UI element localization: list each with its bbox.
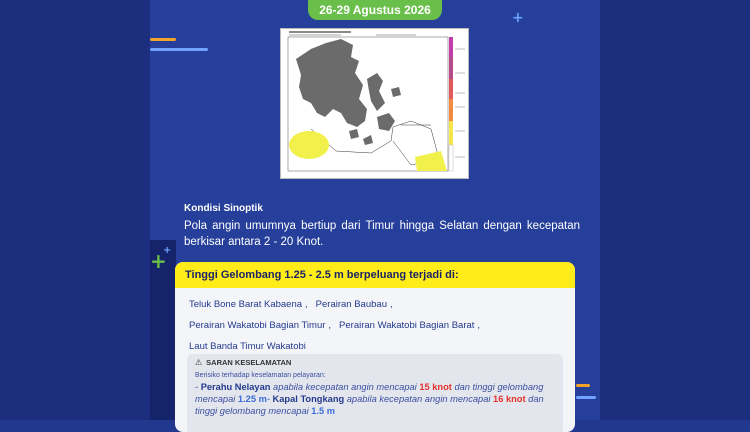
location-item: Teluk Bone Barat Kabaena bbox=[189, 299, 303, 310]
location-separator: , bbox=[477, 320, 481, 331]
wind-speed: 15 knot bbox=[419, 382, 452, 392]
location-separator: , bbox=[305, 299, 308, 310]
safety-text-part: dan tinggi gelombang mencapai bbox=[195, 382, 544, 404]
safety-text-part: dan tinggi gelombang mencapai bbox=[195, 394, 544, 416]
safety-title bbox=[195, 358, 555, 367]
warning-icon: ⚠ bbox=[195, 358, 203, 367]
sinoptik-title: Kondisi Sinoptik bbox=[184, 203, 263, 214]
sinoptik-text: Pola angin umumnya bertiup dari Timur hingga Selatan dengan kecepatan berkisar antara 2 - 20 Knot. bbox=[184, 220, 580, 248]
safety-advice-box bbox=[187, 354, 563, 432]
deco-line-orange-bottom bbox=[576, 384, 590, 387]
deco-line-blue-top bbox=[150, 48, 208, 51]
right-background bbox=[600, 0, 750, 420]
bullet: - bbox=[266, 394, 273, 404]
location-item: Perairan Wakatobi Bagian Barat bbox=[339, 320, 475, 331]
safety-subtitle: Berisiko terhadap keselamatan pelayaran: bbox=[195, 372, 326, 379]
vessel-name: Perahu Nelayan bbox=[200, 382, 271, 392]
location-item: Perairan Baubau bbox=[315, 299, 387, 310]
plus-icon: + bbox=[163, 245, 172, 256]
plus-icon: + bbox=[512, 10, 524, 26]
vessel-name: Kapal Tongkang bbox=[272, 394, 345, 404]
safety-text-part: apabila kecepatan angin mencapai bbox=[270, 382, 420, 392]
bullet: - bbox=[195, 382, 201, 392]
deco-line-orange-top bbox=[150, 38, 176, 41]
wave-height-card bbox=[175, 262, 575, 432]
date-range-badge: 26-29 Agustus 2026 bbox=[308, 0, 442, 20]
safety-text bbox=[195, 381, 555, 417]
map-graphic bbox=[281, 29, 468, 178]
deco-line-blue-bottom bbox=[576, 396, 596, 399]
forecast-map bbox=[280, 28, 469, 179]
location-line bbox=[189, 294, 565, 315]
location-list bbox=[175, 288, 575, 357]
location-line bbox=[189, 315, 565, 336]
location-item: Perairan Wakatobi Bagian Timur bbox=[189, 320, 326, 331]
plus-icon: + bbox=[150, 249, 167, 273]
location-separator: , bbox=[389, 299, 393, 310]
wave-height: 1.5 m bbox=[311, 406, 336, 416]
safety-text-part: apabila kecepatan angin mencapai bbox=[344, 394, 494, 404]
location-separator: , bbox=[328, 320, 332, 331]
wave-height: 1.25 m bbox=[237, 394, 267, 404]
left-background bbox=[0, 0, 150, 420]
wave-card-heading: Tinggi Gelombang 1.25 - 2.5 m berpeluang terjadi di: bbox=[175, 262, 575, 288]
safety-title-text: SARAN KESELAMATAN bbox=[206, 358, 292, 367]
location-item: Laut Banda Timur Wakatobi bbox=[189, 341, 306, 352]
wind-speed: 16 knot bbox=[493, 394, 526, 404]
